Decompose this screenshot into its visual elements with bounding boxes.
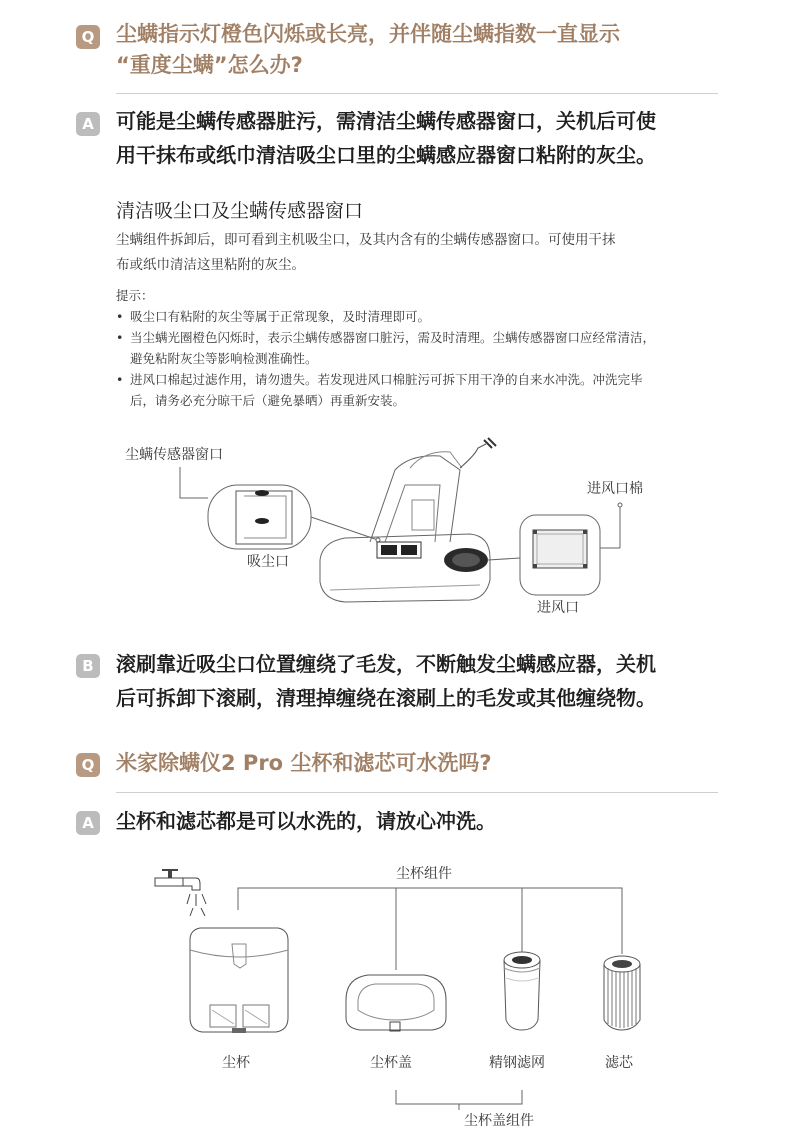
mite-sensor-diagram — [0, 430, 790, 620]
label-inlet-cotton: 进风口棉 — [587, 481, 643, 497]
faucet-icon — [155, 870, 200, 890]
question-title — [116, 19, 620, 81]
sensor-window-mark — [255, 490, 269, 496]
tip-item: • 进风口棉起过滤作用，请勿遗失。若发现进风口棉脏污可拆下用干净的自来水冲洗。冲洗完毕 后，请务必充分晾干后（避免暴晒）再重新安装。 — [116, 369, 721, 411]
label-suction-port: 吸尘口 — [247, 554, 289, 570]
label-dust-cup: 尘杯 — [222, 1055, 250, 1071]
body-line-2: 布或纸巾清洁这里粘附的灰尘。 — [116, 257, 305, 273]
divider — [116, 93, 718, 94]
question-badge: Q — [76, 25, 100, 49]
question-line-2: “重度尘螨”怎么办? — [116, 53, 303, 77]
steel-mesh-illustration — [504, 940, 540, 1030]
filter-illustration — [604, 910, 640, 1030]
answer-badge: A — [76, 811, 100, 835]
leader-line — [180, 467, 208, 498]
water-spray-icon — [187, 894, 206, 916]
answer-b-badge: B — [76, 654, 100, 678]
question-badge: Q — [76, 753, 100, 777]
answer-b-line-2: 后可拆卸下滚刷，清理掉缠绕在滚刷上的毛发或其他缠绕物。 — [116, 686, 656, 710]
label-cup-lid: 尘杯盖 — [370, 1055, 412, 1071]
label-lid-assembly: 尘杯盖组件 — [464, 1113, 534, 1129]
sensor-window-mark — [255, 518, 269, 524]
dust-cup-illustration — [190, 928, 288, 1033]
vacuum-handle — [370, 456, 460, 542]
answer-a-line-1: 可能是尘螨传感器脏污，需清洁尘螨传感器窗口，关机后可使 — [116, 109, 656, 133]
question-title: 米家除螨仪2 Pro 尘杯和滤芯可水洗吗? — [116, 751, 492, 775]
answer-a-line-2: 用干抹布或纸巾清洁吸尘口里的尘螨感应器窗口粘附的灰尘。 — [116, 143, 656, 167]
answer-text: 尘杯和滤芯都是可以水洗的，请放心冲洗。 — [116, 809, 496, 833]
answer-badge: A — [76, 112, 100, 136]
answer-a — [116, 104, 726, 172]
answer-b-line-1: 滚刷靠近吸尘口位置缠绕了毛发，不断触发尘螨感应器，关机 — [116, 652, 656, 676]
label-sensor-window: 尘螨传感器窗口 — [125, 447, 223, 463]
answer-b — [116, 647, 726, 715]
label-filter: 滤芯 — [605, 1055, 633, 1071]
tips-list — [116, 306, 721, 411]
question-line-1: 尘螨指示灯橙色闪烁或长亮，并伴随尘螨指数一直显示 — [116, 22, 620, 46]
label-air-inlet: 进风口 — [537, 600, 579, 616]
tips-label: 提示： — [116, 288, 154, 303]
body-paragraph — [116, 228, 721, 278]
tip-item: • 当尘螨光圈橙色闪烁时，表示尘螨传感器窗口脏污，需及时清理。尘螨传感器窗口应经常清洁， 避免粘附灰尘等影响检测准确性。 — [116, 327, 721, 369]
washable-parts-diagram — [0, 860, 790, 1139]
label-cup-assembly: 尘杯组件 — [396, 866, 452, 882]
inlet-cotton-pad — [533, 530, 587, 568]
tip-item: • 吸尘口有粘附的灰尘等属于正常现象，及时清理即可。 — [116, 306, 721, 327]
cup-lid-illustration — [346, 940, 446, 1031]
label-steel-mesh: 精钢滤网 — [489, 1055, 545, 1071]
body-line-1: 尘螨组件拆卸后，即可看到主机吸尘口，及其内含有的尘螨传感器窗口。可使用干抹 — [116, 232, 616, 248]
power-cord — [460, 444, 486, 468]
divider — [116, 792, 718, 793]
suction-port-inner — [236, 491, 292, 544]
sub-heading: 清洁吸尘口及尘螨传感器窗口 — [116, 200, 364, 222]
